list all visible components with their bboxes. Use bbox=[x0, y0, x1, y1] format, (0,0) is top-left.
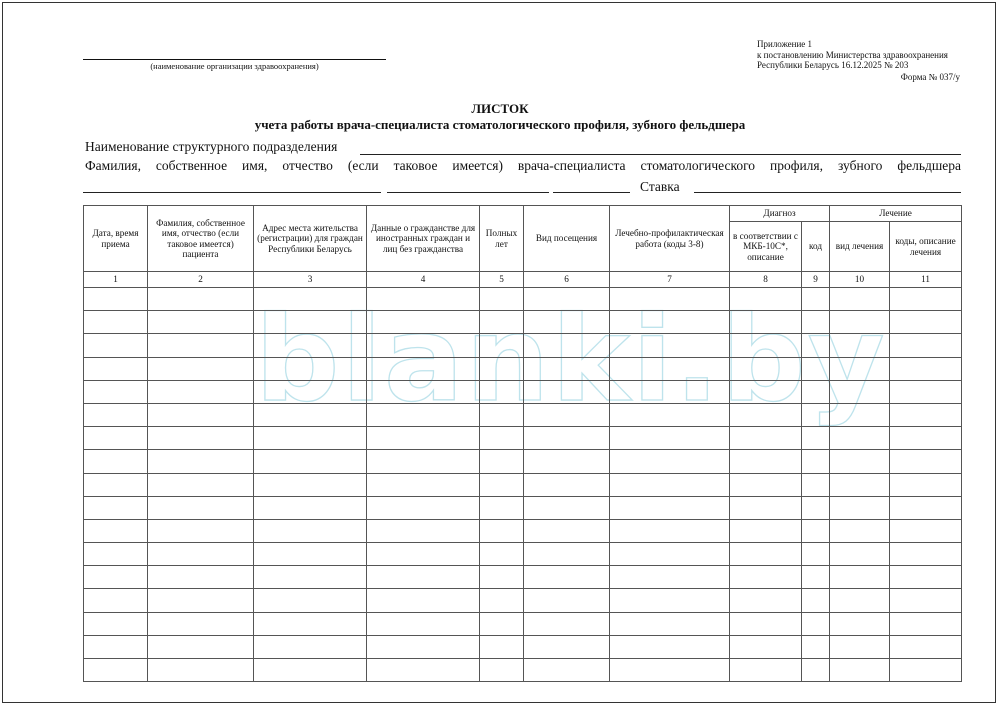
table-cell[interactable] bbox=[84, 519, 148, 542]
table-cell[interactable] bbox=[890, 380, 962, 403]
rate-label: Ставка bbox=[640, 179, 680, 194]
table-cell[interactable] bbox=[148, 496, 254, 519]
table-cell[interactable] bbox=[367, 334, 480, 357]
table-body bbox=[84, 288, 962, 682]
table-cell[interactable] bbox=[148, 566, 254, 589]
table-cell[interactable] bbox=[480, 566, 524, 589]
table-cell[interactable] bbox=[890, 311, 962, 334]
table-cell[interactable] bbox=[524, 612, 610, 635]
table-cell[interactable] bbox=[254, 311, 367, 334]
table-cell[interactable] bbox=[524, 566, 610, 589]
table-cell[interactable] bbox=[367, 403, 480, 426]
table-cell[interactable] bbox=[480, 334, 524, 357]
table-cell[interactable] bbox=[830, 589, 890, 612]
table-cell[interactable] bbox=[890, 357, 962, 380]
table-cell[interactable] bbox=[480, 427, 524, 450]
table-cell[interactable] bbox=[367, 450, 480, 473]
table-cell[interactable] bbox=[480, 473, 524, 496]
table-cell[interactable] bbox=[730, 635, 802, 658]
table-cell[interactable] bbox=[890, 566, 962, 589]
table-cell[interactable] bbox=[730, 473, 802, 496]
table-cell[interactable] bbox=[480, 450, 524, 473]
col-header-age: Полных лет bbox=[480, 206, 524, 272]
table-cell[interactable] bbox=[367, 543, 480, 566]
table-cell[interactable] bbox=[148, 612, 254, 635]
table-cell[interactable] bbox=[148, 543, 254, 566]
table-cell[interactable] bbox=[84, 357, 148, 380]
table-cell[interactable] bbox=[480, 496, 524, 519]
table-cell[interactable] bbox=[802, 357, 830, 380]
table-cell[interactable] bbox=[254, 334, 367, 357]
appendix-line: Приложение 1 bbox=[757, 39, 813, 49]
table-cell[interactable] bbox=[830, 311, 890, 334]
table-cell[interactable] bbox=[524, 334, 610, 357]
table-cell[interactable] bbox=[254, 496, 367, 519]
table-cell[interactable] bbox=[802, 519, 830, 542]
table-cell[interactable] bbox=[480, 543, 524, 566]
table-cell[interactable] bbox=[802, 450, 830, 473]
table-cell[interactable] bbox=[148, 311, 254, 334]
table-cell[interactable] bbox=[830, 635, 890, 658]
table-cell[interactable] bbox=[730, 334, 802, 357]
col-header-treatment-type: вид лечения bbox=[830, 222, 890, 272]
table-cell[interactable] bbox=[367, 589, 480, 612]
table-cell[interactable] bbox=[480, 288, 524, 311]
table-cell[interactable] bbox=[367, 496, 480, 519]
table-cell[interactable] bbox=[367, 519, 480, 542]
table-cell[interactable] bbox=[802, 589, 830, 612]
table-cell[interactable] bbox=[802, 635, 830, 658]
table-cell[interactable] bbox=[524, 496, 610, 519]
col-number: 8 bbox=[730, 272, 802, 288]
table-cell[interactable] bbox=[84, 473, 148, 496]
table-cell[interactable] bbox=[610, 543, 730, 566]
table-row bbox=[84, 450, 962, 473]
table-cell[interactable] bbox=[524, 635, 610, 658]
table-cell[interactable] bbox=[148, 473, 254, 496]
table-cell[interactable] bbox=[84, 635, 148, 658]
table-cell[interactable] bbox=[730, 357, 802, 380]
table-cell[interactable] bbox=[610, 334, 730, 357]
table-cell[interactable] bbox=[890, 635, 962, 658]
division-label: Наименование структурного подразделения bbox=[85, 139, 338, 154]
table-cell[interactable] bbox=[610, 519, 730, 542]
table-row bbox=[84, 612, 962, 635]
table-cell[interactable] bbox=[84, 589, 148, 612]
table-cell[interactable] bbox=[254, 450, 367, 473]
table-cell[interactable] bbox=[830, 659, 890, 682]
table-cell[interactable] bbox=[802, 566, 830, 589]
table-cell[interactable] bbox=[890, 288, 962, 311]
table-cell[interactable] bbox=[254, 566, 367, 589]
table-cell[interactable] bbox=[802, 612, 830, 635]
table-cell[interactable] bbox=[148, 450, 254, 473]
table-cell[interactable] bbox=[367, 635, 480, 658]
table-cell[interactable] bbox=[254, 403, 367, 426]
table-cell[interactable] bbox=[254, 612, 367, 635]
table-cell[interactable] bbox=[148, 635, 254, 658]
organization-name-line bbox=[83, 59, 386, 60]
table-cell[interactable] bbox=[524, 380, 610, 403]
table-cell[interactable] bbox=[610, 612, 730, 635]
table-cell[interactable] bbox=[830, 473, 890, 496]
col-header-diagnosis-description: в соответствии с МКБ-10С*, описание bbox=[730, 222, 802, 272]
table-cell[interactable] bbox=[84, 450, 148, 473]
watermark: blanki.by bbox=[255, 290, 887, 428]
table-cell[interactable] bbox=[830, 496, 890, 519]
table-cell[interactable] bbox=[610, 496, 730, 519]
table-cell[interactable] bbox=[84, 380, 148, 403]
table-cell[interactable] bbox=[890, 543, 962, 566]
appendix-line: Республики Беларусь 16.12.2025 № 203 bbox=[757, 60, 909, 70]
table-row bbox=[84, 519, 962, 542]
fio-label: Фамилия, собственное имя, отчество (если таковое имеется) врача-специалиста стоматологического профиля, зубного фельдшера bbox=[85, 158, 961, 173]
table-cell[interactable] bbox=[84, 311, 148, 334]
table-cell[interactable] bbox=[802, 659, 830, 682]
division-field-line bbox=[360, 154, 961, 155]
table-cell[interactable] bbox=[254, 357, 367, 380]
table-cell[interactable] bbox=[730, 288, 802, 311]
table-cell[interactable] bbox=[610, 473, 730, 496]
table-cell[interactable] bbox=[254, 473, 367, 496]
table-cell[interactable] bbox=[830, 450, 890, 473]
table-cell[interactable] bbox=[367, 566, 480, 589]
table-cell[interactable] bbox=[524, 473, 610, 496]
table-cell[interactable] bbox=[148, 403, 254, 426]
col-number: 6 bbox=[524, 272, 610, 288]
table-cell[interactable] bbox=[480, 403, 524, 426]
table-cell[interactable] bbox=[254, 543, 367, 566]
fio-field-line-3 bbox=[553, 192, 630, 193]
organization-caption: (наименование организации здравоохранения) bbox=[150, 61, 319, 71]
table-cell[interactable] bbox=[367, 612, 480, 635]
table-cell[interactable] bbox=[802, 311, 830, 334]
col-group-treatment: Лечение bbox=[830, 206, 962, 222]
table-cell[interactable] bbox=[890, 496, 962, 519]
document-title: ЛИСТОК bbox=[471, 101, 529, 116]
table-cell[interactable] bbox=[480, 635, 524, 658]
table-row bbox=[84, 403, 962, 426]
table-cell[interactable] bbox=[367, 659, 480, 682]
table-row bbox=[84, 543, 962, 566]
table-row bbox=[84, 380, 962, 403]
col-header-visit-type: Вид посещения bbox=[524, 206, 610, 272]
table-cell[interactable] bbox=[84, 288, 148, 311]
table-cell[interactable] bbox=[148, 357, 254, 380]
table-cell[interactable] bbox=[830, 543, 890, 566]
table-cell[interactable] bbox=[890, 403, 962, 426]
table-cell[interactable] bbox=[480, 589, 524, 612]
table-cell[interactable] bbox=[254, 288, 367, 311]
table-cell[interactable] bbox=[830, 403, 890, 426]
table-cell[interactable] bbox=[524, 311, 610, 334]
table-cell[interactable] bbox=[367, 311, 480, 334]
col-header-citizenship: Данные о гражданстве для иностранных граждан и лиц без гражданства bbox=[367, 206, 480, 272]
table-cell[interactable] bbox=[802, 543, 830, 566]
table-row bbox=[84, 288, 962, 311]
table-cell[interactable] bbox=[830, 566, 890, 589]
col-number: 4 bbox=[367, 272, 480, 288]
table-cell[interactable] bbox=[254, 659, 367, 682]
table-cell[interactable] bbox=[890, 473, 962, 496]
col-header-date: Дата, время приема bbox=[84, 206, 148, 272]
table-cell[interactable] bbox=[890, 612, 962, 635]
table-row bbox=[84, 659, 962, 682]
table-cell[interactable] bbox=[480, 659, 524, 682]
table-cell[interactable] bbox=[84, 334, 148, 357]
table-cell[interactable] bbox=[802, 496, 830, 519]
table-cell[interactable] bbox=[830, 357, 890, 380]
col-header-preventive-work: Лечебно-профилактическая работа (коды 3-8) bbox=[610, 206, 730, 272]
col-header-treatment-codes: коды, описание лечения bbox=[890, 222, 962, 272]
table-cell[interactable] bbox=[730, 566, 802, 589]
table-cell[interactable] bbox=[524, 543, 610, 566]
table-cell[interactable] bbox=[524, 403, 610, 426]
table-cell[interactable] bbox=[830, 427, 890, 450]
table-cell[interactable] bbox=[802, 473, 830, 496]
table-cell[interactable] bbox=[254, 380, 367, 403]
table-cell[interactable] bbox=[830, 519, 890, 542]
table-cell[interactable] bbox=[730, 543, 802, 566]
table-cell[interactable] bbox=[730, 450, 802, 473]
table-cell[interactable] bbox=[254, 635, 367, 658]
table-cell[interactable] bbox=[610, 288, 730, 311]
table-cell[interactable] bbox=[367, 357, 480, 380]
table-cell[interactable] bbox=[148, 334, 254, 357]
col-number: 1 bbox=[84, 272, 148, 288]
table-cell[interactable] bbox=[802, 403, 830, 426]
col-header-diagnosis-code: код bbox=[802, 222, 830, 272]
col-header-address: Адрес места жительства (регистрации) для граждан Республики Беларусь bbox=[254, 206, 367, 272]
table-cell[interactable] bbox=[480, 357, 524, 380]
table-cell[interactable] bbox=[148, 427, 254, 450]
table-cell[interactable] bbox=[730, 496, 802, 519]
col-number: 11 bbox=[890, 272, 962, 288]
table-cell[interactable] bbox=[524, 589, 610, 612]
table-row bbox=[84, 566, 962, 589]
col-number: 5 bbox=[480, 272, 524, 288]
table-cell[interactable] bbox=[148, 659, 254, 682]
appendix-note bbox=[757, 39, 948, 71]
appendix-line: к постановлению Министерства здравоохранения bbox=[757, 49, 948, 60]
table-cell[interactable] bbox=[802, 288, 830, 311]
table-cell[interactable] bbox=[524, 519, 610, 542]
table-row bbox=[84, 496, 962, 519]
col-number: 2 bbox=[148, 272, 254, 288]
table-cell[interactable] bbox=[84, 496, 148, 519]
table-cell[interactable] bbox=[84, 427, 148, 450]
table-cell[interactable] bbox=[802, 334, 830, 357]
table-cell[interactable] bbox=[524, 450, 610, 473]
table-cell[interactable] bbox=[830, 288, 890, 311]
table-cell[interactable] bbox=[84, 659, 148, 682]
table-cell[interactable] bbox=[610, 311, 730, 334]
col-header-patient-name: Фамилия, собственное имя, отчество (если таковое имеется) пациента bbox=[148, 206, 254, 272]
table-cell[interactable] bbox=[148, 380, 254, 403]
table-cell[interactable] bbox=[84, 612, 148, 635]
col-group-diagnosis: Диагноз bbox=[730, 206, 830, 222]
document-subtitle: учета работы врача-специалиста стоматологического профиля, зубного фельдшера bbox=[254, 117, 746, 132]
table-cell[interactable] bbox=[890, 519, 962, 542]
table-cell[interactable] bbox=[802, 427, 830, 450]
fio-field-line-1 bbox=[83, 192, 381, 193]
table-cell[interactable] bbox=[524, 357, 610, 380]
table-cell[interactable] bbox=[890, 450, 962, 473]
table-cell[interactable] bbox=[610, 357, 730, 380]
table-cell[interactable] bbox=[480, 311, 524, 334]
table-row bbox=[84, 589, 962, 612]
table-cell[interactable] bbox=[830, 334, 890, 357]
table-cell[interactable] bbox=[148, 519, 254, 542]
table-cell[interactable] bbox=[730, 380, 802, 403]
table-row bbox=[84, 635, 962, 658]
table-cell[interactable] bbox=[367, 473, 480, 496]
table-cell[interactable] bbox=[148, 288, 254, 311]
table-cell[interactable] bbox=[730, 403, 802, 426]
table-cell[interactable] bbox=[730, 589, 802, 612]
table-row bbox=[84, 357, 962, 380]
table-cell[interactable] bbox=[610, 450, 730, 473]
col-number: 3 bbox=[254, 272, 367, 288]
table-cell[interactable] bbox=[480, 612, 524, 635]
col-number: 9 bbox=[802, 272, 830, 288]
table-row bbox=[84, 334, 962, 357]
table-cell[interactable] bbox=[802, 380, 830, 403]
table-cell[interactable] bbox=[730, 659, 802, 682]
table-cell[interactable] bbox=[84, 403, 148, 426]
table-row bbox=[84, 311, 962, 334]
table-row bbox=[84, 473, 962, 496]
table-cell[interactable] bbox=[610, 403, 730, 426]
table-cell[interactable] bbox=[730, 612, 802, 635]
table-cell[interactable] bbox=[890, 334, 962, 357]
table-cell[interactable] bbox=[524, 288, 610, 311]
table-cell[interactable] bbox=[610, 427, 730, 450]
table-cell[interactable] bbox=[610, 566, 730, 589]
table-cell[interactable] bbox=[730, 427, 802, 450]
table-row bbox=[84, 427, 962, 450]
table-cell[interactable] bbox=[480, 519, 524, 542]
table-cell[interactable] bbox=[890, 427, 962, 450]
table-cell[interactable] bbox=[524, 427, 610, 450]
table-cell[interactable] bbox=[610, 380, 730, 403]
table-cell[interactable] bbox=[480, 380, 524, 403]
table-cell[interactable] bbox=[84, 543, 148, 566]
rate-field-line bbox=[694, 192, 961, 193]
col-number: 7 bbox=[610, 272, 730, 288]
table-cell[interactable] bbox=[610, 589, 730, 612]
table-cell[interactable] bbox=[254, 519, 367, 542]
table-cell[interactable] bbox=[254, 589, 367, 612]
fio-field-line-2 bbox=[387, 192, 549, 193]
table-cell[interactable] bbox=[610, 659, 730, 682]
table-cell[interactable] bbox=[730, 311, 802, 334]
table-cell[interactable] bbox=[730, 519, 802, 542]
table-cell[interactable] bbox=[367, 288, 480, 311]
table-cell[interactable] bbox=[890, 589, 962, 612]
table-cell[interactable] bbox=[367, 380, 480, 403]
table-cell[interactable] bbox=[830, 612, 890, 635]
table-cell[interactable] bbox=[148, 589, 254, 612]
table-cell[interactable] bbox=[524, 659, 610, 682]
table-cell[interactable] bbox=[367, 427, 480, 450]
table-cell[interactable] bbox=[84, 566, 148, 589]
col-number: 10 bbox=[830, 272, 890, 288]
table-cell[interactable] bbox=[830, 380, 890, 403]
table-cell[interactable] bbox=[890, 659, 962, 682]
table-cell[interactable] bbox=[254, 427, 367, 450]
form-number: Форма № 037/у bbox=[900, 72, 960, 82]
records-table bbox=[83, 205, 962, 682]
table-cell[interactable] bbox=[610, 635, 730, 658]
